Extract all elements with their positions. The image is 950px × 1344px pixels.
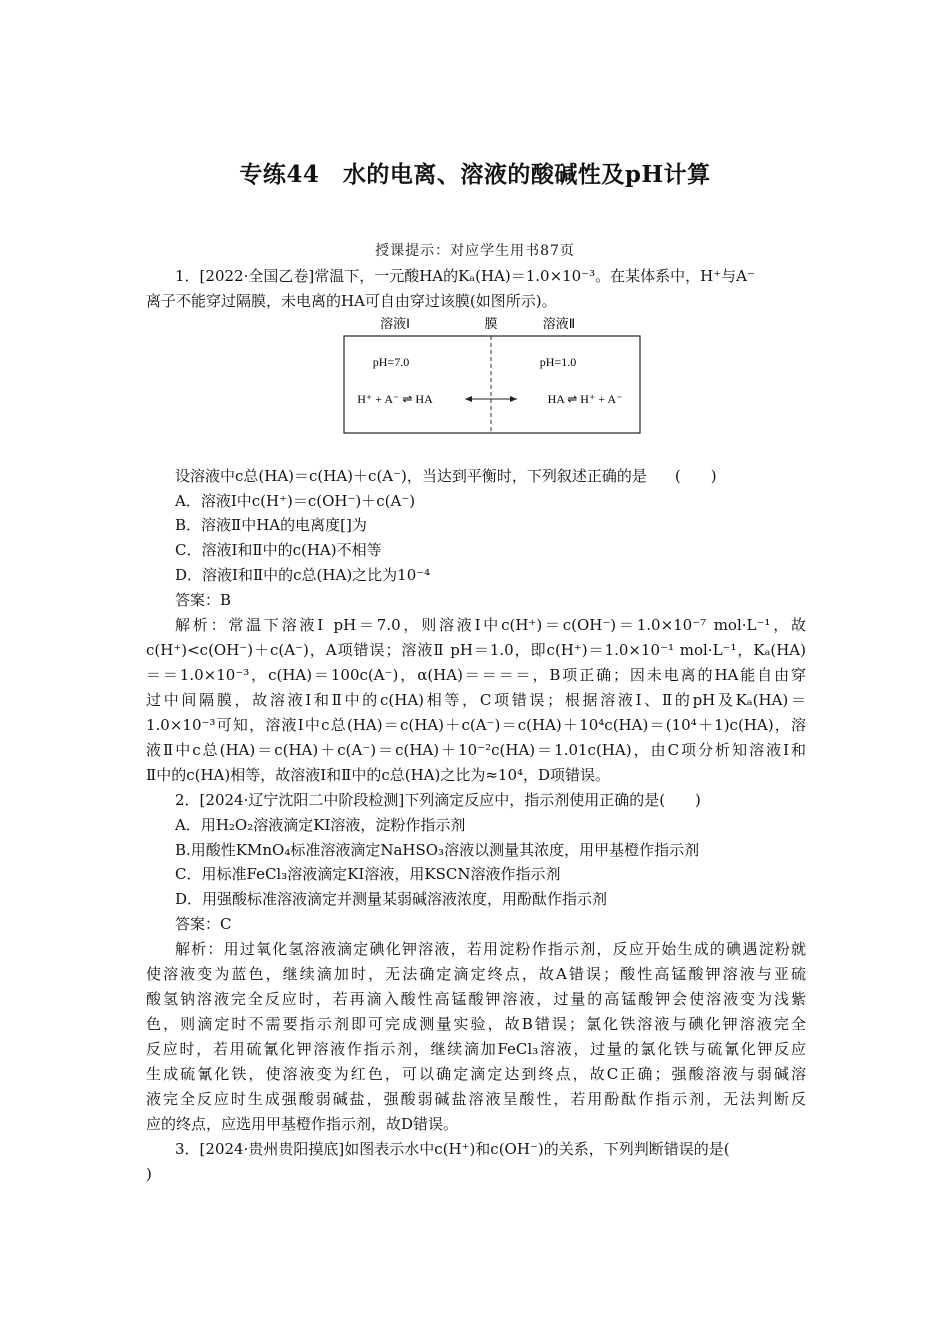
q1-stem-text: 设溶液中c总(HA)＝c(HA)＋c(A⁻)，当达到平衡时，下列叙述正确的是 — [175, 467, 647, 485]
q1-option-d: D．溶液Ⅰ和Ⅱ中的c总(HA)之比为10⁻⁴ — [175, 566, 431, 584]
q2-analysis-line-6: 生成硫氰化铁，使溶液变为红色，可以确定滴定达到终点，故C正确；强酸溶液与弱碱溶 — [146, 1065, 806, 1083]
q2-stem: 2．[2024·辽宁沈阳二中阶段检测]下列滴定反应中，指示剂使用正确的是( ) — [175, 791, 701, 809]
diagram-ph-left: pH=7.0 — [372, 355, 410, 369]
arrow-left-icon — [465, 396, 472, 402]
q2-analysis-line-7: 液完全反应时生成强酸弱碱盐，强酸弱碱盐溶液呈酸性，若用酚酞作指示剂，无法判断反 — [146, 1090, 806, 1108]
q2-analysis-line-1: 解析：用过氧化氢溶液滴定碘化钾溶液，若用淀粉作指示剂，反应开始生成的碘遇淀粉就 — [175, 940, 806, 958]
q3-stem-line-2: ) — [146, 1165, 152, 1183]
page-title: 专练44 水的电离、溶液的酸碱性及pH计算 — [239, 161, 711, 188]
q2-analysis-line-2: 使溶液变为蓝色，继续滴加时，无法确定滴定终点，故A错误；酸性高锰酸钾溶液与亚硫 — [146, 965, 806, 983]
q2-answer: 答案：C — [175, 915, 232, 933]
q1-analysis-line-4: 过中间隔膜，故溶液Ⅰ和Ⅱ中的c(HA)相等，C项错误；根据溶液Ⅰ、Ⅱ的pH及Kₐ(HA)＝ — [146, 691, 806, 709]
q1-option-a: A．溶液Ⅰ中c(H⁺)＝c(OH⁻)＋c(A⁻) — [175, 492, 416, 510]
q3-stem-line-1: 3．[2024·贵州贵阳摸底]如图表示水中c(H⁺)和c(OH⁻)的关系，下列判断错误的是( — [175, 1140, 730, 1158]
q1-option-c: C．溶液Ⅰ和Ⅱ中的c(HA)不相等 — [175, 541, 382, 559]
diagram-ph-right: pH=1.0 — [539, 355, 577, 369]
q1-analysis-line-5: 1.0×10⁻³可知，溶液Ⅰ中c总(HA)＝c(HA)＋c(A⁻)＝c(HA)＋10⁴c(HA)＝(10⁴＋1)c(HA)，溶 — [146, 716, 806, 734]
q1-option-b: B．溶液Ⅱ中HA的电离度[]为 — [175, 516, 367, 534]
q2-option-b: B.用酸性KMnO₄标准溶液滴定NaHSO₃溶液以测量其浓度，用甲基橙作指示剂 — [175, 841, 700, 859]
diagram-label-membrane: 膜 — [484, 316, 498, 331]
diagram-label-left: 溶液Ⅰ — [380, 316, 410, 331]
diagram-equilibrium-left: H⁺ + A⁻ ⇌ HA — [357, 392, 433, 406]
arrow-right-icon — [510, 396, 517, 402]
diagram-equilibrium-right: HA ⇌ H⁺ + A⁻ — [547, 392, 623, 406]
q1-analysis-line-7: Ⅱ中的c(HA)相等，故溶液Ⅰ和Ⅱ中的c总(HA)之比为≈10⁴，D项错误。 — [146, 766, 611, 784]
q2-option-a: A．用H₂O₂溶液滴定KI溶液，淀粉作指示剂 — [175, 816, 466, 834]
membrane-diagram — [343, 315, 643, 435]
q2-analysis-line-3: 酸氢钠溶液完全反应时，若再滴入酸性高锰酸钾溶液，过量的高锰酸钾会使溶液变为浅紫 — [146, 990, 806, 1008]
teaching-hint: 授课提示：对应学生用书87页 — [375, 243, 575, 259]
q1-stem-line-1: 1．[2022·全国乙卷]常温下，一元酸HA的Kₐ(HA)＝1.0×10⁻³。在某体系中，H⁺与A⁻ — [175, 267, 755, 285]
q1-analysis-line-1: 解析：常温下溶液Ⅰ pH＝7.0，则溶液Ⅰ中c(H⁺)＝c(OH⁻)＝1.0×10⁻⁷ mol·L⁻¹，故 — [175, 616, 806, 634]
q1-stem-line-2: 离子不能穿过隔膜，未电离的HA可自由穿过该膜(如图所示)。 — [146, 292, 557, 310]
q1-answer: 答案：B — [175, 591, 232, 609]
q1-stem-line-3 — [175, 466, 806, 486]
q1-answer-paren: ( ) — [674, 467, 717, 485]
q1-analysis-line-2: c(H⁺)<c(OH⁻)＋c(A⁻)，A项错误；溶液Ⅱ pH＝1.0，即c(H⁺)＝1.0×10⁻¹ mol·L⁻¹，Kₐ(HA) — [146, 641, 806, 659]
q2-option-c: C．用标准FeCl₃溶液滴定KI溶液，用KSCN溶液作指示剂 — [175, 865, 561, 883]
q2-analysis-line-4: 色，则滴定时不需要指示剂即可完成测量实验，故B错误；氯化铁溶液与碘化钾溶液完全 — [146, 1015, 806, 1033]
q2-analysis-line-8: 应的终点，应选用甲基橙作指示剂，故D错误。 — [146, 1115, 459, 1133]
membrane-diagram-svg — [343, 315, 643, 435]
q1-analysis-line-6: 液Ⅱ中c总(HA)＝c(HA)＋c(A⁻)＝c(HA)＋10⁻²c(HA)＝1.01c(HA)，由C项分析知溶液Ⅰ和 — [146, 741, 806, 759]
q2-analysis-line-5: 反应时，若用硫氰化钾溶液作指示剂，继续滴加FeCl₃溶液，过量的氯化铁与硫氰化钾反应 — [146, 1040, 806, 1058]
diagram-container-box — [344, 336, 640, 433]
q1-analysis-line-3: ＝＝1.0×10⁻³，c(HA)＝100c(A⁻)，α(HA)＝＝＝＝，B项正确；因未电离的HA能自由穿 — [146, 666, 806, 684]
diagram-label-right: 溶液Ⅱ — [542, 316, 576, 331]
q2-option-d: D．用强酸标准溶液滴定并测量某弱碱溶液浓度，用酚酞作指示剂 — [175, 890, 608, 908]
